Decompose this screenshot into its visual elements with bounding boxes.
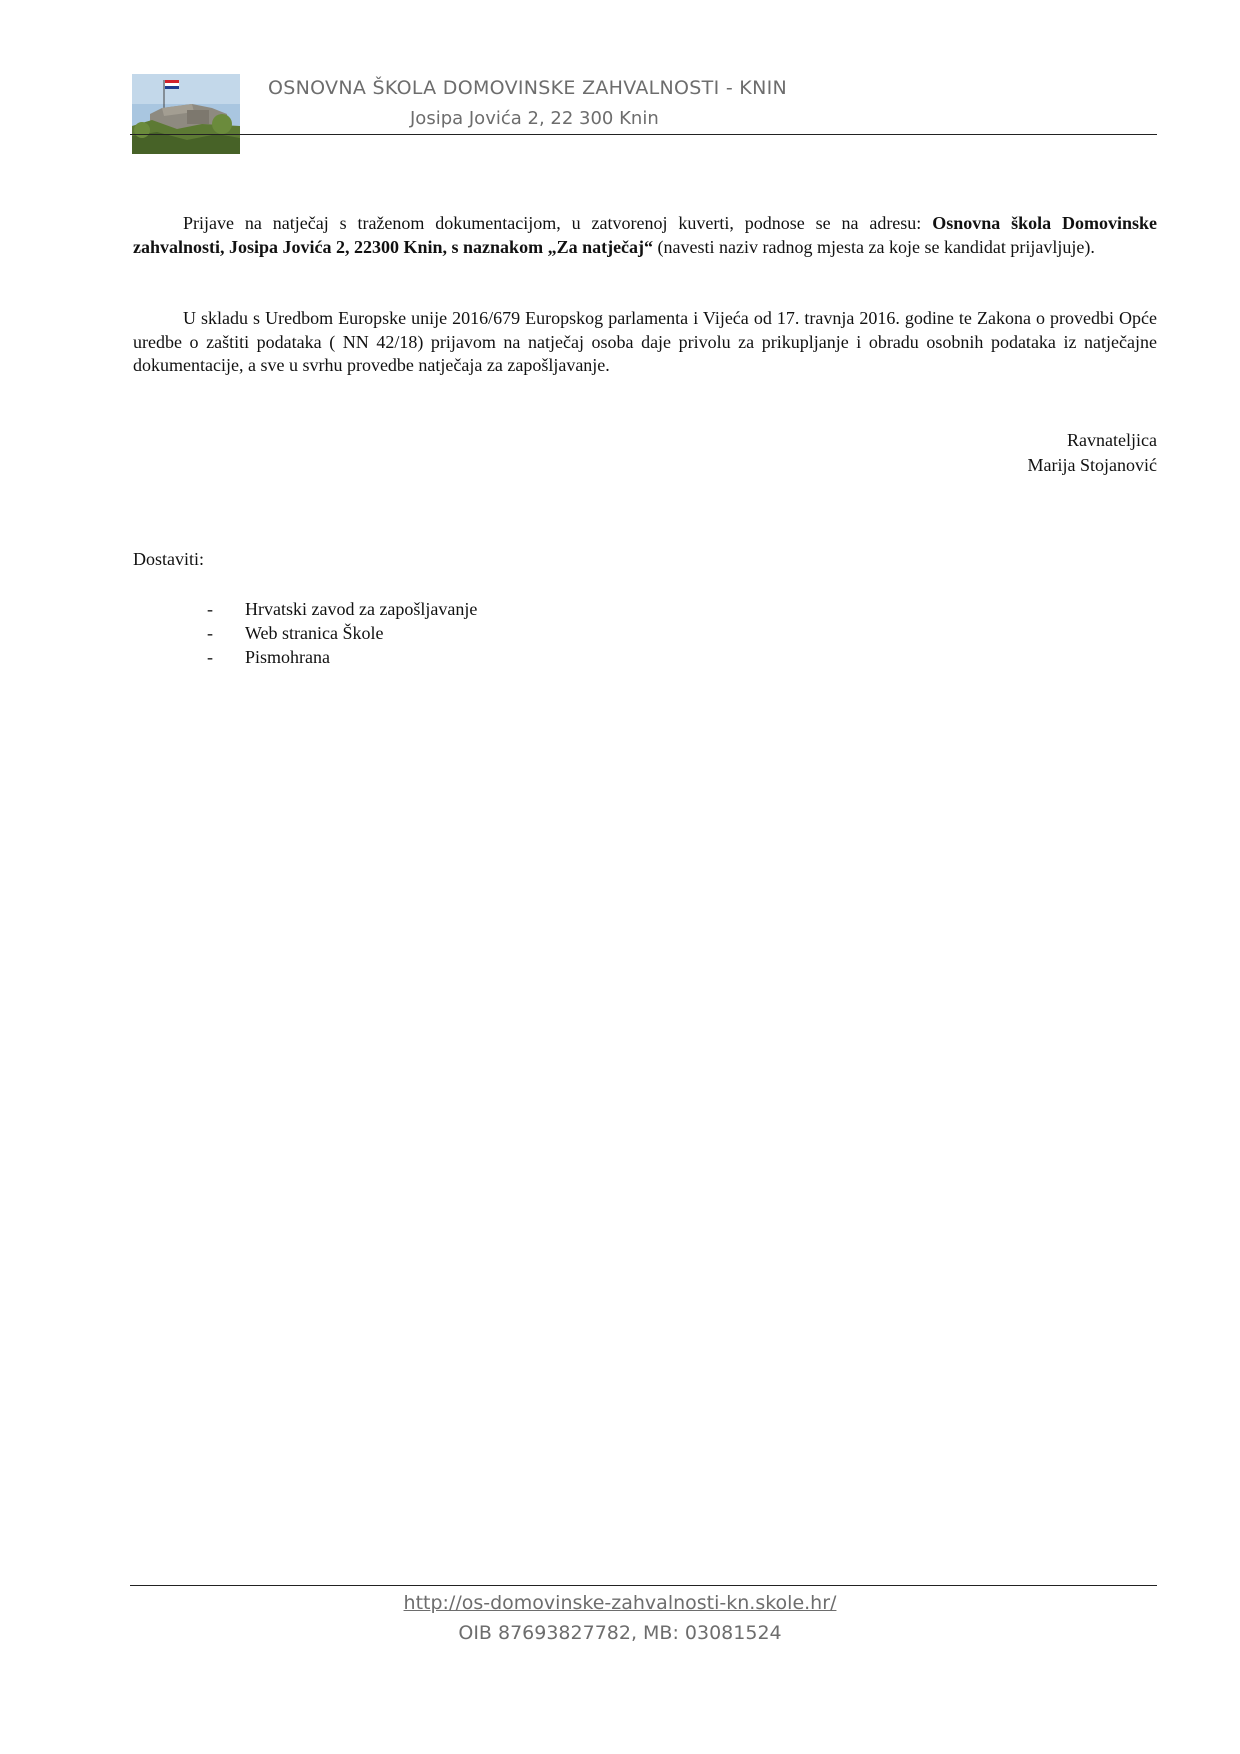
dash-bullet: - (207, 623, 213, 643)
footer-divider (130, 1585, 1157, 1586)
application-paragraph-lead: Prijave na natječaj s traženom dokumentacijom, u zatvorenoj kuverti, podnose se na adresu: (183, 213, 933, 233)
signature-role: Ravnateljica (1067, 430, 1157, 450)
delivery-item-label: Web stranica Škole (245, 623, 384, 643)
school-name: OSNOVNA ŠKOLA DOMOVINSKE ZAHVALNOSTI - KNIN (268, 77, 787, 99)
dash-bullet: - (207, 647, 213, 667)
application-address-bold: Osnovna škola Domovinske zahvalnosti, Josipa Jovića 2, 22300 Knin, s naznakom „Za natječaj“ (133, 213, 1157, 257)
school-identifiers: OIB 87693827782, MB: 03081524 (458, 1622, 782, 1644)
header-divider (130, 134, 1157, 135)
signature-block (1028, 428, 1157, 478)
delivery-item-label: Hrvatski zavod za zapošljavanje (245, 599, 478, 619)
gdpr-paragraph (133, 307, 1157, 378)
dash-bullet: - (207, 599, 213, 619)
delivery-label: Dostaviti: (133, 549, 204, 569)
application-paragraph (133, 212, 1157, 259)
gdpr-paragraph-text: U skladu s Uredbom Europske unije 2016/679 Europskog parlamenta i Vijeća od 17. travnja 2016. godine te Zakona o provedbi Opće uredbe o zaštiti podataka ( NN 42/18) prijavom na natječaj osoba daje privolu za prikupljanje i obradu osobnih podataka iz natječajne dokumentacije, a sve u svrhu provedbe natječaja za zapošljavanje. (133, 308, 1157, 375)
application-paragraph-tail: (navesti naziv radnog mjesta za koje se kandidat prijavljuje). (653, 236, 1095, 257)
school-website-link[interactable]: http://os-domovinske-zahvalnosti-kn.skole.hr/ (403, 1592, 837, 1614)
signature-name: Marija Stojanović (1027, 455, 1157, 475)
school-logo-photo (132, 74, 240, 154)
fortress-photo-icon (132, 74, 240, 154)
list-item (205, 645, 477, 669)
school-address: Josipa Jovića 2, 22 300 Knin (410, 108, 659, 129)
list-item (205, 621, 477, 645)
list-item (205, 597, 477, 621)
delivery-item-label: Pismohrana (245, 647, 330, 667)
delivery-list (205, 597, 477, 669)
